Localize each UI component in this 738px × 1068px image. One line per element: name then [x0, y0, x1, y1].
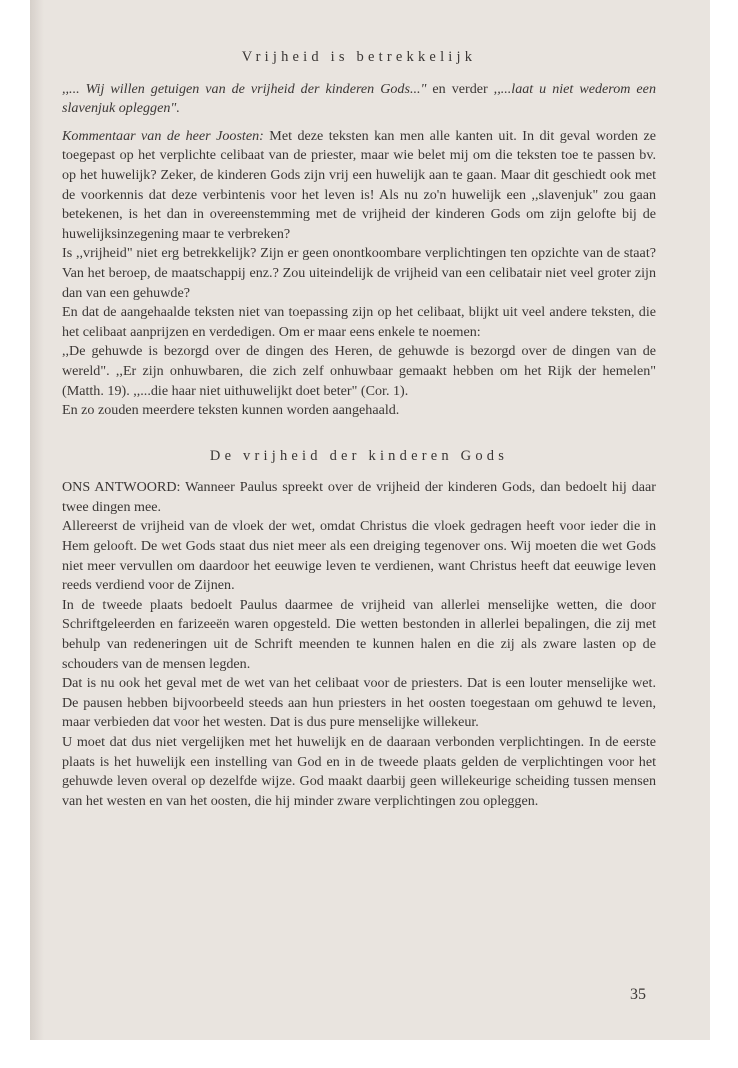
- page-content: [62, 48, 656, 811]
- commentary-paragraph: [62, 127, 656, 245]
- paragraph-4: ,,De gehuwde is bezorgd over de dingen des Heren, de gehuwde is bezorgd over de dingen van de wereld". ,,Er zijn onhuwbaren, die zich zelf onhuwbaar gemaakt hebben om het Rijk der hemelen" (Matth. 19). ,,...die haar niet uithuwelijkt doet beter" (Cor. 1).: [62, 343, 656, 399]
- answer-paragraph: Allereerst de vrijheid van de vloek der wet, omdat Christus die vloek gedragen heeft voor ieder die in Hem gelooft. De wet Gods staat dus niet meer als een dreiging tegenover ons. Wij moeten die wet Gods niet meer vervullen om daardoor het eeuwige leven te verdienen, want Christus heeft dat eeuwige leven reeds verdiend voor de Zijnen.: [62, 518, 656, 594]
- answer-paragraph: In de tweede plaats bedoelt Paulus daarmee de vrijheid van allerlei menselijke wetten, die door Schriftgeleerden en farizeeën waren opgesteld. Die wetten bestonden in allerlei bepalingen, die zij met behulp van redeneringen uit de Schrift meenden te kunnen halen en die zij als zware lasten op de schouders van de mensen legden.: [62, 596, 656, 672]
- paragraph-3: En dat de aangehaalde teksten niet van toepassing zijn op het celibaat, blijkt uit veel andere teksten, die het celibaat aanprijzen en verdedigen. Om er maar eens enkele te noemen:: [62, 304, 656, 340]
- paragraph-2: Is ,,vrijheid" niet erg betrekkelijk? Zijn er geen onontkoombare verplichtingen ten opzichte van de staat? Van het beroep, de maatschappij enz.? Zou uiteindelijk de vrijheid van een celibatair niet veel groter zijn dan van een gehuwde?: [62, 245, 656, 301]
- page-gutter-shadow: [30, 0, 44, 1040]
- commentary-text: Met deze teksten kan men alle kanten uit. In dit geval worden ze toegepast op het verplichte celibaat van de priester, maar wie belet mij om die teksten toe te passen bv. op het huwelijk? Zeker, de kinderen Gods zijn vrij een huwelijk aan te gaan. Maar dit geschiedt ook met de voorkennis dat deze verbintenis voor het leven is! Als nu zo'n huwelijk een ,,slavenjuk" zou gaan betekenen, is het dan in overeenstemming met de vrijheid der kinderen Gods om zijn gelofte bij de huwelijksinzegening maar te verbreken?: [62, 127, 656, 242]
- quote-part-3: ,,...laat u niet wederom een slavenjuk opleggen".: [62, 80, 656, 117]
- section-heading-2: De vrijheid der kinderen Gods: [209, 447, 509, 464]
- quote-paragraph: [62, 80, 656, 119]
- quote-part-2: en verder: [426, 80, 494, 97]
- quote-part-1: ,,... Wij willen getuigen van de vrijheid der kinderen Gods...": [62, 80, 427, 97]
- page-number: 35: [630, 986, 646, 1003]
- answer-paragraph: ONS ANTWOORD: Wanneer Paulus spreekt over de vrijheid der kinderen Gods, dan bedoelt hij daar twee dingen mee.: [62, 479, 656, 515]
- answer-paragraph: U moet dat dus niet vergelijken met het huwelijk en de daaraan verbonden verplichtingen. In de eerste plaats is het huwelijk een instelling van God en in de tweede plaats gelden de verplichtingen voor het gehuwde leven overal op dezelfde wijze. God maakt daarbij geen willekeurige scheiding tussen mensen van het westen en van het oosten, die hij minder zware verplichtingen zou opleggen.: [62, 734, 656, 809]
- section-heading-1: Vrijheid is betrekkelijk: [241, 49, 477, 65]
- paragraph-5: En zo zouden meerdere teksten kunnen worden aangehaald.: [62, 402, 400, 419]
- answer-paragraph: Dat is nu ook het geval met de wet van het celibaat voor de priesters. Dat is een louter menselijke wet. De pausen hebben bijvoorbeeld steeds aan hun priesters in het oosten toegestaan om gehuwd te leven, maar verbieden dat voor het westen. Dat is dus pure menselijke willekeur.: [62, 675, 656, 731]
- commentary-label: Kommentaar van de heer Joosten:: [62, 127, 264, 144]
